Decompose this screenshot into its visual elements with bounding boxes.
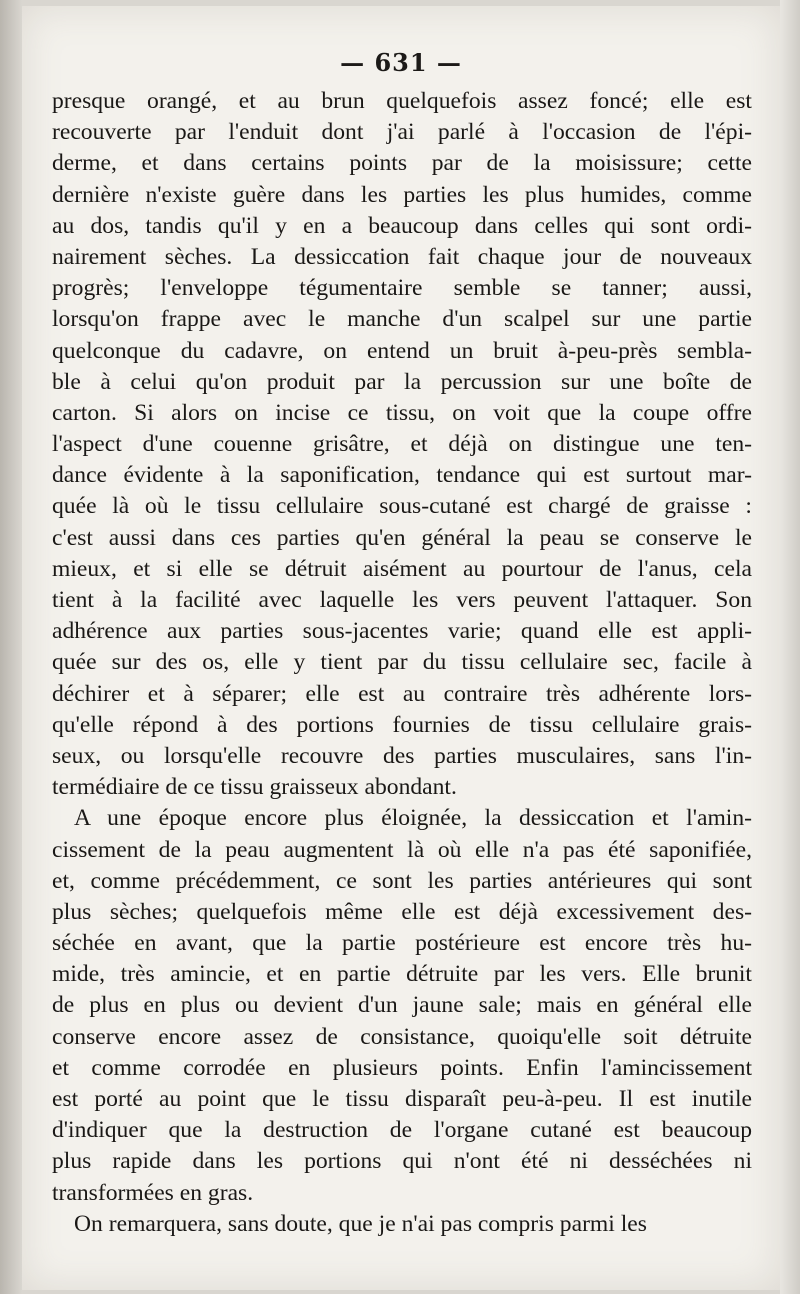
text-line: presque orangé, et au brun quelquefois assez foncé; elle est [52,88,752,114]
text-line: quelconque du cadavre, on entend un bruit à-peu-près sembla- [52,337,752,364]
text-line: d'indiquer que la destruction de l'organe cutané est beaucoup [52,1117,752,1144]
text-line: de plus en plus ou devient d'un jaune sale; mais en général elle [52,992,752,1019]
text-line: qu'elle répond à des portions fournies de tissu cellulaire grais- [52,711,752,738]
page-number: — 631 — [340,48,462,77]
page-edge-shadow [780,0,800,1294]
text-line: cissement de la peau augmentent là où elle n'a pas été saponifiée, [52,836,752,863]
paragraph [52,1209,752,1240]
text-line: lorsqu'on frappe avec le manche d'un scalpel sur une partie [52,306,752,333]
text-line: au dos, tandis qu'il y en a beaucoup dans celles qui sont ordi- [52,212,752,239]
text-line: plus sèches; quelquefois même elle est déjà excessivement des- [52,898,752,925]
text-line: carton. Si alors on incise ce tissu, on voit que la coupe offre [52,399,752,426]
text-line: et comme corrodée en plusieurs points. Enfin l'amincissement [52,1054,752,1081]
text-line: plus rapide dans les portions qui n'ont été ni desséchées ni [52,1148,752,1175]
text-line: ble à celui qu'on produit par la percussion sur une boîte de [52,368,752,395]
text-line: seux, ou lorsqu'elle recouvre des parties musculaires, sans l'in- [52,742,752,769]
text-line: A une époque encore plus éloignée, la dessiccation et l'amin- [74,805,752,832]
text-line: est porté au point que le tissu disparaît peu-à-peu. Il est inutile [52,1086,752,1112]
body-text [52,86,752,1240]
text-line: conserve encore assez de consistance, quoiqu'elle soit détruite [52,1023,752,1050]
text-line: séchée en avant, que la partie postérieure est encore très hu- [52,930,752,957]
text-line: c'est aussi dans ces parties qu'en général la peau se conserve le [52,524,752,551]
text-line: termédiaire de ce tissu graisseux abondant. [52,774,457,801]
text-line: On remarquera, sans doute, que je n'ai pas compris parmi les [74,1210,647,1237]
text-line: l'aspect d'une couenne grisâtre, et déjà on distingue une ten- [52,431,752,458]
text-line: recouverte par l'enduit dont j'ai parlé à l'occasion de l'épi- [52,119,752,146]
text-line: mide, très amincie, et en partie détruite par les vers. Elle brunit [52,961,752,988]
text-line: mieux, et si elle se détruit aisément au pourtour de l'anus, cela [52,555,752,582]
book-page [22,6,780,1290]
paragraph [52,86,752,803]
text-line: progrès; l'enveloppe tégumentaire semble se tanner; aussi, [52,275,752,302]
text-line: derme, et dans certains points par de la moisissure; cette [52,150,752,177]
text-line: adhérence aux parties sous-jacentes varie; quand elle est appli- [52,618,752,645]
book-binding-shadow [0,0,22,1294]
text-line: tient à la facilité avec laquelle les vers peuvent l'attaquer. Son [52,587,752,613]
text-line: dernière n'existe guère dans les parties les plus humides, comme [52,181,752,208]
text-line: dance évidente à la saponification, tendance qui est surtout mar- [52,462,752,489]
text-line: quée là où le tissu cellulaire sous-cutané est chargé de graisse : [52,493,752,520]
text-line: et, comme précédemment, ce sont les parties antérieures qui sont [52,867,752,894]
text-line: nairement sèches. La dessiccation fait chaque jour de nouveaux [52,243,752,270]
text-line: transformées en gras. [52,1179,254,1206]
paragraph [52,803,752,1208]
text-line: déchirer et à séparer; elle est au contraire très adhérente lors- [52,680,752,707]
text-line: quée sur des os, elle y tient par du tissu cellulaire sec, facile à [52,649,752,676]
